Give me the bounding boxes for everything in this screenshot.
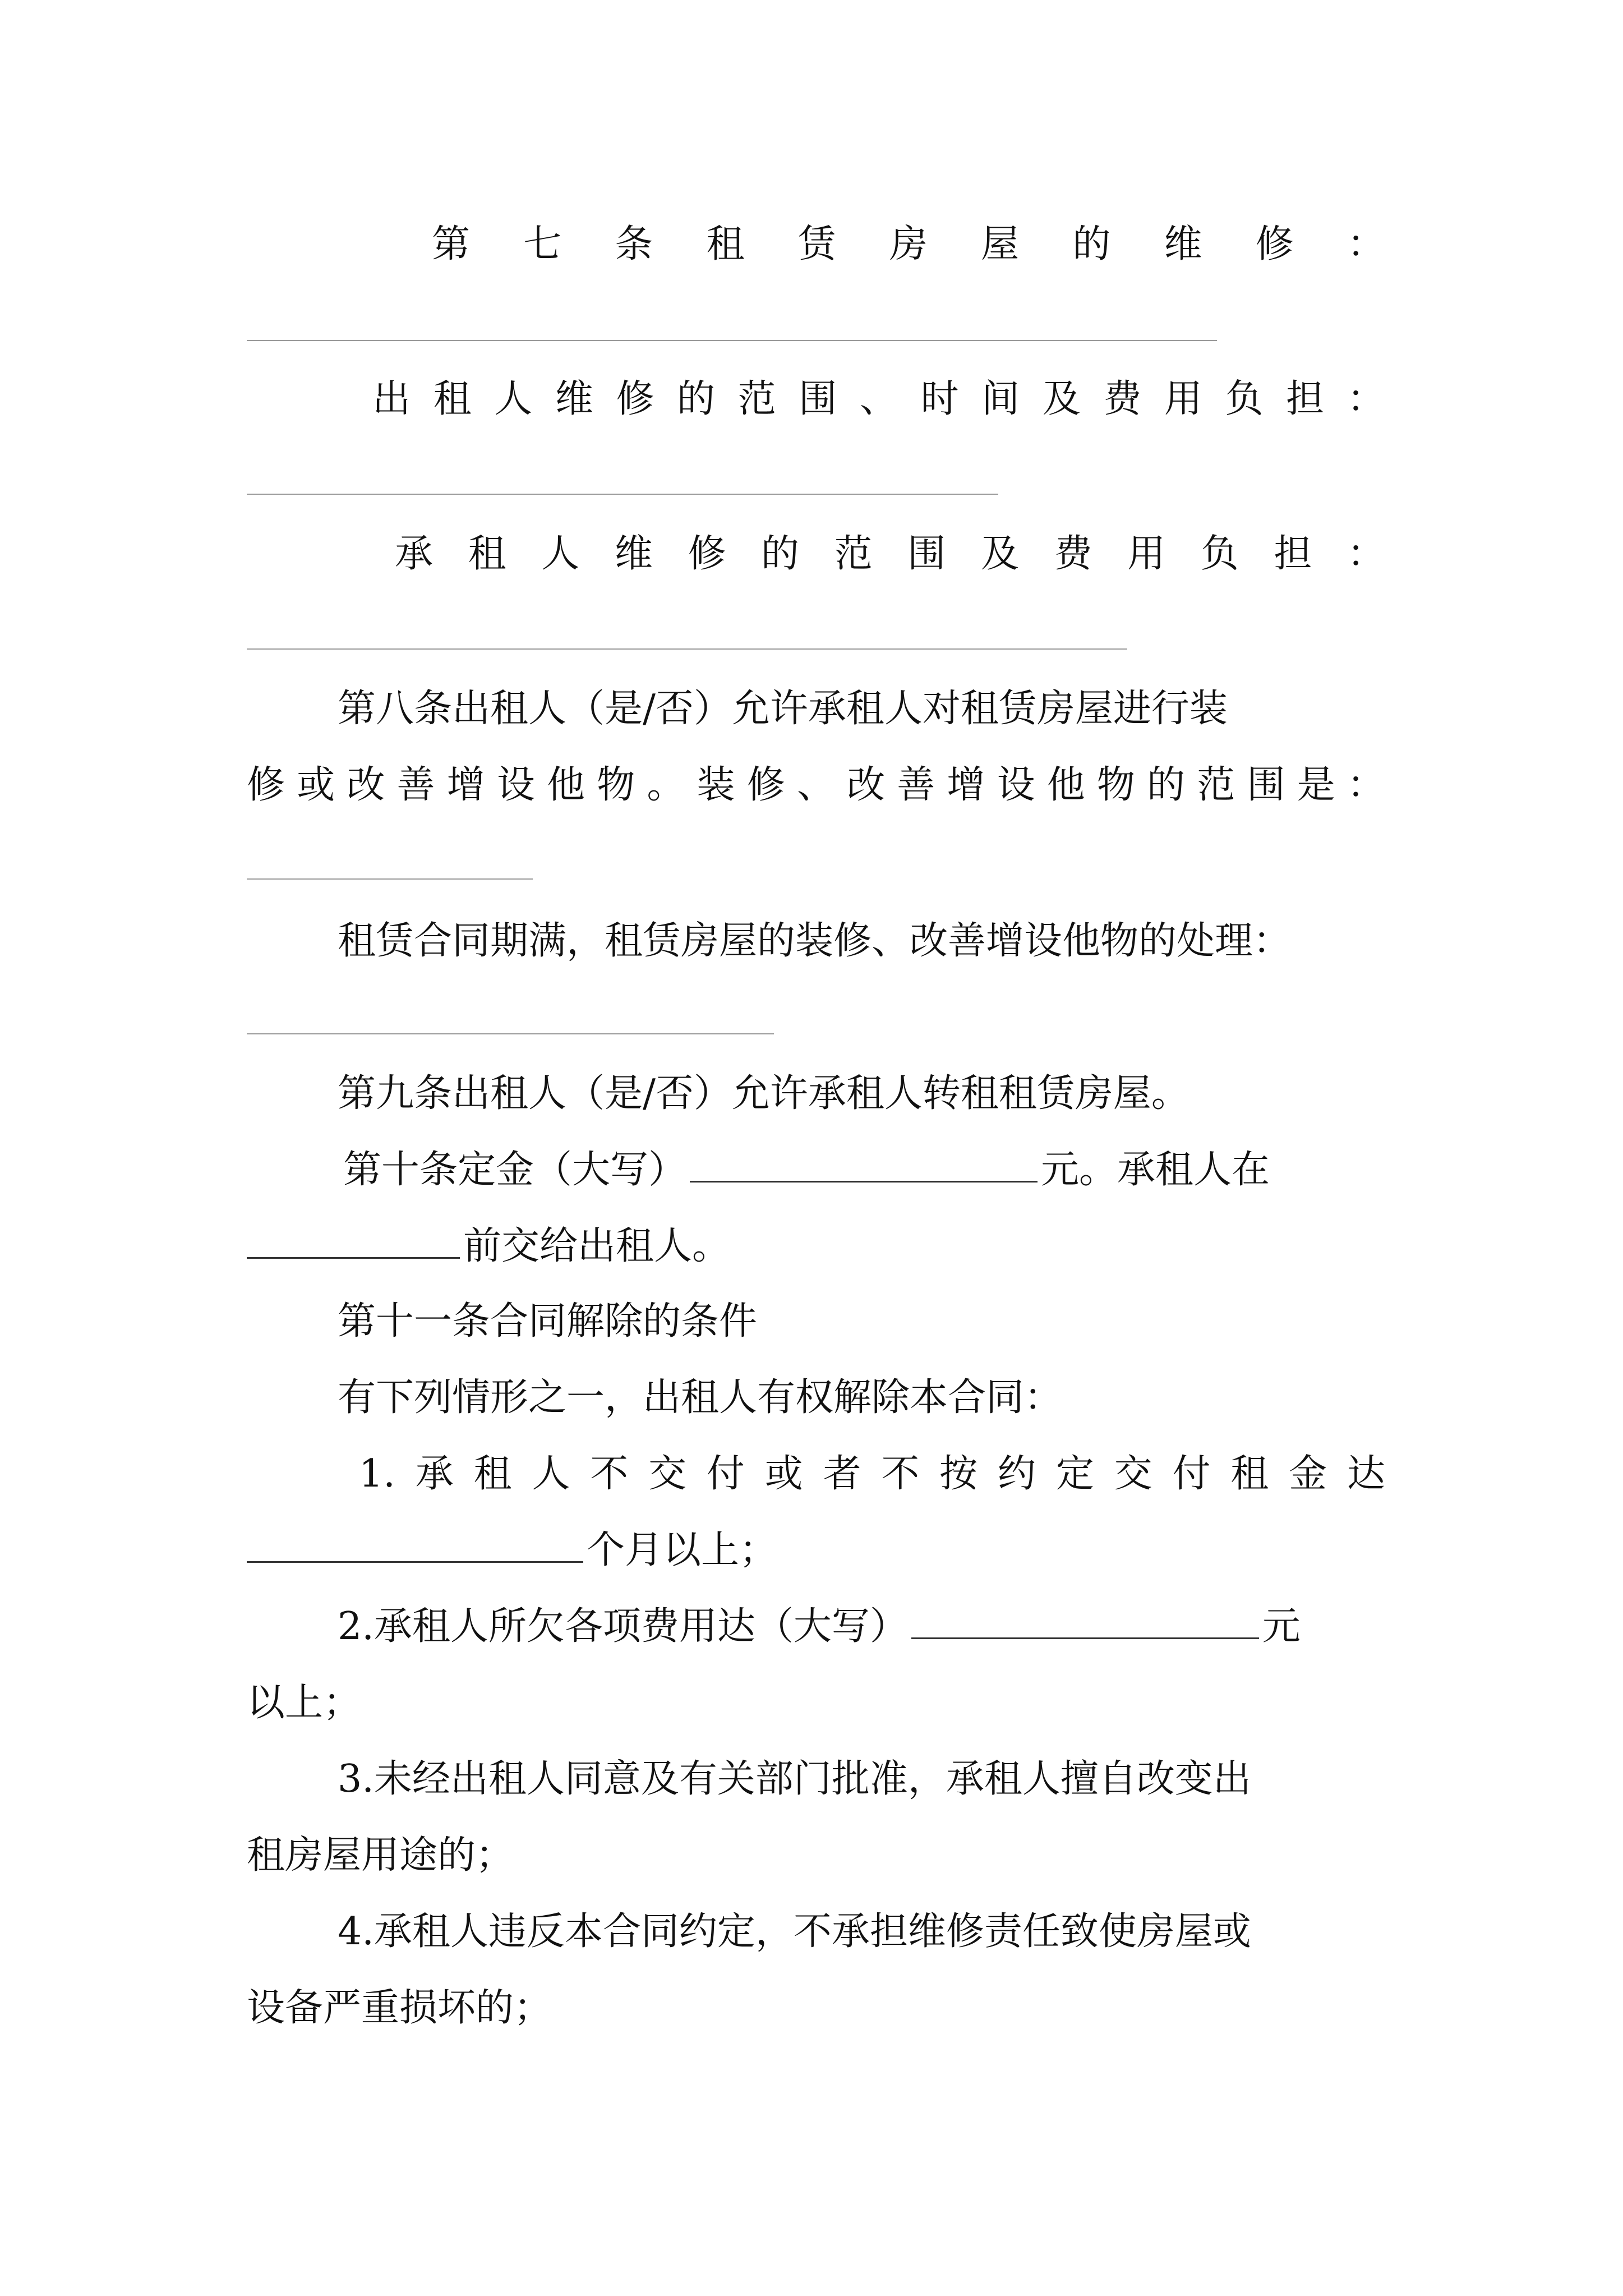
text-char: ： <box>1347 763 1385 807</box>
text-char: 物 <box>597 763 635 807</box>
text-char: 范 <box>737 377 776 421</box>
text-char: 者 <box>823 1452 861 1496</box>
fill-line <box>247 494 998 495</box>
text-char: 修 <box>616 377 654 421</box>
text-char: 修 <box>688 532 726 576</box>
text-char: 承 <box>395 532 434 576</box>
text-char: 及 <box>980 532 1019 576</box>
text-char: 用 <box>1127 532 1166 576</box>
text-char: 他 <box>1046 763 1085 807</box>
text-char: 定 <box>1055 1452 1094 1496</box>
item-2-line-1 <box>247 1593 1385 1660</box>
article-8-expiry: 租赁合同期满，租赁房屋的装修、改善增设他物的处理： <box>338 919 1292 963</box>
text-char: 房 <box>889 222 928 266</box>
text-char: 人 <box>541 532 580 576</box>
text-char: 改 <box>347 763 385 807</box>
item-2-line-2: 以上； <box>247 1681 362 1725</box>
text-char: 维 <box>614 532 653 576</box>
text-char: 维 <box>1164 222 1202 266</box>
deposit-tail: 前交给出租人。 <box>463 1224 731 1268</box>
text-char: 付 <box>1172 1452 1211 1496</box>
article-8-line-1: 第八条出租人（是/否）允许承租人对租赁房屋进行装 <box>338 687 1228 731</box>
text-char: 交 <box>648 1452 687 1496</box>
text-char: 负 <box>1200 532 1239 576</box>
article-10-line-2 <box>247 1213 1385 1280</box>
text-char: 增 <box>446 763 485 807</box>
text-char: ： <box>1347 532 1385 576</box>
text-char: 或 <box>297 763 335 807</box>
text-char: 租 <box>468 532 506 576</box>
text-char: 范 <box>1197 763 1235 807</box>
text-char: 1. <box>359 1452 395 1496</box>
item-2-unit: 元 <box>1262 1604 1301 1649</box>
text-char: 第 <box>432 222 471 266</box>
text-char: 担 <box>1286 377 1325 421</box>
fill-line <box>247 340 1217 341</box>
text-char: 付 <box>706 1452 745 1496</box>
text-char: 善 <box>396 763 435 807</box>
text-char: 屋 <box>981 222 1020 266</box>
text-char: 租 <box>433 377 472 421</box>
text-char: 、 <box>859 377 898 421</box>
item-2-label: 2.承租人所欠各项费用达（大写） <box>338 1604 908 1649</box>
fill-line <box>247 878 533 880</box>
text-char: 或 <box>764 1452 803 1496</box>
item-3-line-1: 3.未经出租人同意及有关部门批准，承租人擅自改变出 <box>338 1757 1251 1801</box>
text-char: ： <box>1347 377 1385 421</box>
text-char: 是 <box>1297 763 1335 807</box>
article-10-line-1 <box>247 1137 1385 1204</box>
fees-amount-blank[interactable] <box>911 1604 1259 1639</box>
text-char: 的 <box>1147 763 1186 807</box>
item-4-line-2: 设备严重损坏的； <box>247 1986 552 2030</box>
text-char: 租 <box>706 222 745 266</box>
item-3-line-2: 租房屋用途的； <box>247 1833 514 1878</box>
text-char: 围 <box>1247 763 1285 807</box>
text-char: 他 <box>547 763 585 807</box>
text-char: 间 <box>981 377 1020 421</box>
text-char: 增 <box>947 763 985 807</box>
fill-line <box>247 648 1127 650</box>
text-char: 物 <box>1096 763 1135 807</box>
text-char: 约 <box>997 1452 1036 1496</box>
text-char: 装 <box>697 763 735 807</box>
fill-line <box>247 1033 774 1034</box>
text-char: 人 <box>532 1452 570 1496</box>
item-4-line-1: 4.承租人违反本合同约定，不承担维修责任致使房屋或 <box>338 1910 1251 1954</box>
deposit-amount-blank[interactable] <box>690 1147 1038 1182</box>
text-char: 交 <box>1114 1452 1152 1496</box>
text-char: 费 <box>1103 377 1142 421</box>
article-9: 第九条出租人（是/否）允许承租人转租租赁房屋。 <box>338 1071 1189 1116</box>
text-char: 不 <box>590 1452 629 1496</box>
text-char: 的 <box>761 532 800 576</box>
text-char: 费 <box>1054 532 1092 576</box>
text-char: 出 <box>372 377 411 421</box>
text-char: 时 <box>920 377 959 421</box>
item-1-tail: 个月以上； <box>587 1528 778 1572</box>
text-char: 修 <box>247 763 285 807</box>
text-char: 赁 <box>797 222 836 266</box>
text-char: 的 <box>1072 222 1111 266</box>
text-char: 达 <box>1347 1452 1385 1496</box>
text-char: 承 <box>415 1452 454 1496</box>
deposit-date-blank[interactable] <box>247 1223 460 1259</box>
text-char: 人 <box>494 377 533 421</box>
text-char: 修 <box>1255 222 1294 266</box>
text-char: 范 <box>834 532 873 576</box>
text-char: 设 <box>997 763 1035 807</box>
article-7-title <box>247 211 1385 278</box>
text-char: 不 <box>881 1452 920 1496</box>
deposit-label: 第十条定金（大写） <box>343 1148 687 1192</box>
text-char: 七 <box>523 222 562 266</box>
text-char: 租 <box>1230 1452 1269 1496</box>
text-char: 的 <box>677 377 716 421</box>
text-char: 、 <box>796 763 835 807</box>
text-char: 修 <box>746 763 785 807</box>
text-char: 。 <box>647 763 685 807</box>
text-char: 善 <box>897 763 935 807</box>
text-char: 围 <box>907 532 946 576</box>
deposit-unit: 元。承租人在 <box>1041 1148 1270 1192</box>
months-blank[interactable] <box>247 1527 583 1563</box>
text-char: 按 <box>939 1452 978 1496</box>
text-char: 用 <box>1164 377 1202 421</box>
text-char: 条 <box>615 222 653 266</box>
article-11-title: 第十一条合同解除的条件 <box>338 1299 758 1343</box>
text-char: 围 <box>799 377 837 421</box>
text-char: 改 <box>847 763 886 807</box>
text-char: 维 <box>555 377 593 421</box>
text-char: 担 <box>1274 532 1312 576</box>
text-char: 租 <box>473 1452 512 1496</box>
article-11-intro: 有下列情形之一，出租人有权解除本合同： <box>338 1375 1063 1420</box>
text-char: 设 <box>496 763 535 807</box>
text-char: 金 <box>1289 1452 1327 1496</box>
landlord-repair-label <box>247 366 1385 433</box>
text-char: 及 <box>1042 377 1081 421</box>
text-char: 负 <box>1225 377 1264 421</box>
item-1-line-2 <box>247 1517 1385 1584</box>
article-8-line-2 <box>247 752 1385 819</box>
tenant-repair-label <box>247 521 1385 588</box>
item-1-line-1 <box>247 1441 1385 1508</box>
text-char: ： <box>1347 222 1385 266</box>
